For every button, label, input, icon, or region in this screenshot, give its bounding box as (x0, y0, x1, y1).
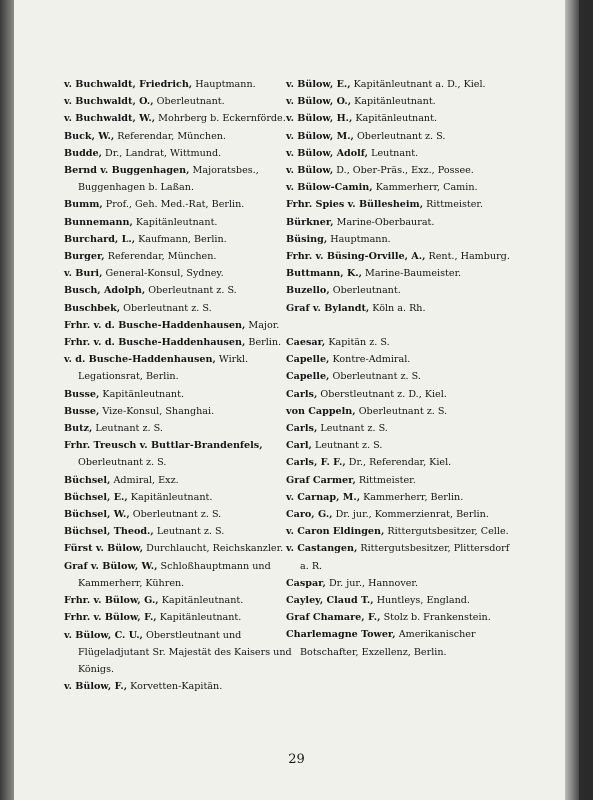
list-item: Carls, F. F., Dr., Referendar, Kiel. (286, 457, 452, 469)
list-item: Frhr. v. Bülow, F., Kapitänleutnant. (64, 612, 242, 624)
list-item: Büchsel, Admiral, Exz. (64, 474, 179, 486)
list-item: v. d. Busche-Haddenhausen, Wirkl. Legationsrat, Berlin. (64, 354, 249, 383)
book-page (14, 0, 579, 800)
list-item: Frhr. v. Bülow, G., Kapitänleutnant. (64, 595, 244, 607)
book-spine (0, 0, 14, 800)
list-item: Büchsel, W., Oberleutnant z. S. (64, 509, 222, 521)
list-item: Bürkner, Marine-Oberbaurat. (286, 216, 435, 228)
list-item: Buzello, Oberleutnant. (286, 285, 401, 297)
list-item: Graf v. Bylandt, Köln a. Rh. (286, 302, 426, 314)
list-item: Bernd v. Buggenhagen, Majoratsbes., Buggenhagen b. Laßan. (64, 165, 259, 194)
list-item: Büchsel, Theod., Leutnant z. S. (64, 526, 225, 538)
list-item: Büsing, Hauptmann. (286, 233, 391, 245)
list-item: Capelle, Kontre-Admiral. (286, 354, 411, 366)
list-item: Carl, Leutnant z. S. (286, 440, 383, 452)
list-item: Buttmann, K., Marine-Baumeister. (286, 268, 462, 280)
list-item: Graf Chamare, F., Stolz b. Frankenstein. (286, 612, 491, 624)
list-item: Busch, Adolph, Oberleutnant z. S. (64, 285, 237, 297)
list-item: Frhr. v. Büsing-Orville, A., Rent., Hamburg. (286, 251, 510, 263)
list-item: von Cappeln, Oberleutnant z. S. (286, 405, 448, 417)
list-item: v. Buchwaldt, O., Oberleutnant. (64, 96, 225, 108)
list-item: v. Bülow, D., Ober-Präs., Exz., Possee. (286, 165, 474, 177)
list-item: Graf v. Bülow, W., Schloßhauptmann und Kammerherr, Kühren. (64, 560, 271, 589)
list-item: v. Bülow, E., Kapitänleutnant a. D., Kiel. (286, 79, 486, 90)
list-item: v. Buchwaldt, Friedrich, Hauptmann. (64, 79, 256, 90)
list-item: Caro, G., Dr. jur., Kommerzienrat, Berlin. (286, 509, 489, 521)
list-item: Büchsel, E., Kapitänleutnant. (64, 491, 213, 503)
list-item: v. Bülow-Camin, Kammerherr, Camin. (286, 182, 478, 194)
list-item: Carls, Oberstleutnant z. D., Kiel. (286, 388, 447, 400)
page-number: 29 (288, 752, 305, 767)
list-item: Bumm, Prof., Geh. Med.-Rat, Berlin. (64, 199, 245, 211)
list-item: Butz, Leutnant z. S. (64, 423, 163, 435)
list-item: Caspar, Dr. jur., Hannover. (286, 577, 418, 589)
list-item: v. Bülow, O., Kapitänleutnant. (286, 96, 436, 108)
list-item: Busse, Vize-Konsul, Shanghai. (64, 405, 215, 417)
list-item: v. Bülow, C. U., Oberstleutnant und Flügeladjutant Sr. Majestät des Kaisers und Königs. (64, 629, 292, 675)
list-item: Frhr. v. d. Busche-Haddenhausen, Berlin. (64, 337, 282, 349)
page-edge (565, 0, 579, 800)
list-item: v. Bülow, Adolf, Leutnant. (286, 147, 419, 159)
list-item: Caesar, Kapitän z. S. (286, 337, 390, 349)
list-item: Frhr. Treusch v. Buttlar-Brandenfels, Oberleutnant z. S. (64, 440, 263, 469)
list-item: Fürst v. Bülow, Durchlaucht, Reichskanzler. (64, 543, 284, 555)
right-column (286, 76, 514, 661)
list-item: Budde, Dr., Landrat, Wittmund. (64, 147, 222, 159)
left-column (64, 76, 292, 695)
list-item: v. Castangen, Rittergutsbesitzer, Plittersdorf a. R. (286, 543, 510, 572)
list-item: Frhr. v. d. Busche-Haddenhausen, Major. (64, 319, 280, 331)
list-item: v. Carnap, M., Kammerherr, Berlin. (286, 491, 464, 503)
list-item: v. Buri, General-Konsul, Sydney. (64, 268, 224, 280)
list-item: Graf Carmer, Rittmeister. (286, 474, 416, 486)
list-item: Cayley, Claud T., Huntleys, England. (286, 595, 470, 607)
list-item: v. Buchwaldt, W., Mohrberg b. Eckernförde. (64, 113, 286, 125)
list-item: v. Bülow, H., Kapitänleutnant. (286, 113, 438, 125)
list-item: Buschbek, Oberleutnant z. S. (64, 302, 212, 314)
list-item: Capelle, Oberleutnant z. S. (286, 371, 421, 383)
list-item: Bunnemann, Kapitänleutnant. (64, 216, 218, 228)
list-item: v. Bülow, M., Oberleutnant z. S. (286, 130, 446, 142)
list-item: v. Bülow, F., Korvetten-Kapitän. (64, 681, 223, 693)
list-item: v. Caron Eldingen, Rittergutsbesitzer, Celle. (286, 526, 509, 538)
list-item: Charlemagne Tower, Amerikanischer Botschafter, Exzellenz, Berlin. (286, 629, 476, 658)
list-item: Burchard, L., Kaufmann, Berlin. (64, 233, 227, 245)
list-item: Buck, W., Referendar, München. (64, 130, 226, 142)
list-item: Burger, Referendar, München. (64, 251, 217, 263)
list-item: Carls, Leutnant z. S. (286, 423, 388, 435)
list-item: Busse, Kapitänleutnant. (64, 388, 185, 400)
list-item: Frhr. Spies v. Büllesheim, Rittmeister. (286, 199, 483, 211)
